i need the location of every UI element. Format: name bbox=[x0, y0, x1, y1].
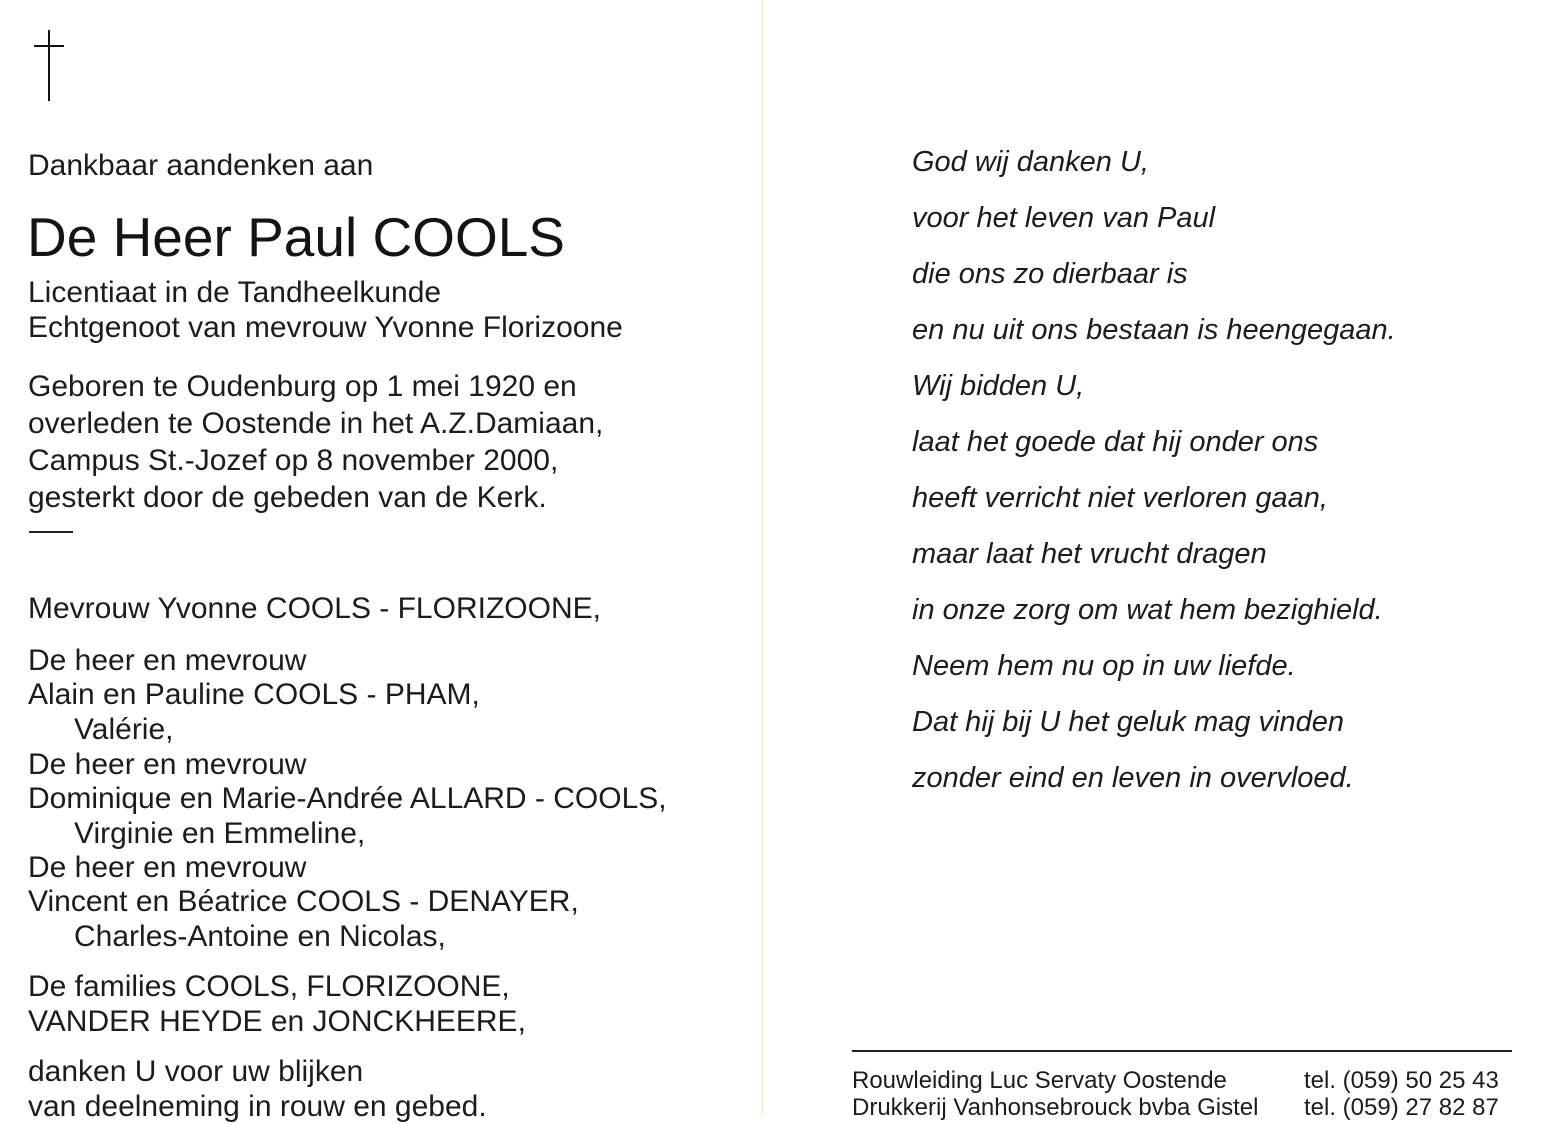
title-line: Licentiaat in de Tandheelkunde bbox=[28, 276, 442, 309]
family-line: Virginie en Emmeline, bbox=[74, 817, 366, 850]
poem-line: en nu uit ons bestaan is heengegaan. bbox=[912, 314, 1396, 346]
families-line: VANDER HEYDE en JONCKHEERE, bbox=[28, 1005, 526, 1038]
poem-line: voor het leven van Paul bbox=[912, 202, 1216, 234]
credit-name: Drukkerij Vanhonsebrouck bvba Gistel bbox=[852, 1094, 1259, 1121]
widow-line: Mevrouw Yvonne COOLS - FLORIZOONE, bbox=[28, 592, 601, 625]
poem-line: Dat hij bij U het geluk mag vinden bbox=[912, 706, 1345, 738]
cross-icon bbox=[48, 30, 52, 101]
families-line: De families COOLS, FLORIZOONE, bbox=[28, 970, 510, 1003]
family-line: Alain en Pauline COOLS - PHAM, bbox=[28, 678, 480, 711]
title-line: Echtgenoot van mevrouw Yvonne Florizoone bbox=[28, 311, 623, 344]
poem-line: in onze zorg om wat hem bezighield. bbox=[912, 594, 1383, 626]
thanks-line: danken U voor uw blijken bbox=[28, 1055, 364, 1088]
thanks-line: van deelneming in rouw en gebed. bbox=[28, 1090, 487, 1123]
family-line: Valérie, bbox=[74, 713, 174, 746]
bio-line: overleden te Oostende in het A.Z.Damiaan, bbox=[28, 407, 604, 440]
family-line: De heer en mevrouw bbox=[28, 748, 307, 781]
credit-line bbox=[852, 1094, 1512, 1122]
poem-line: Neem hem nu op in uw liefde. bbox=[912, 650, 1296, 682]
credit-line bbox=[852, 1067, 1512, 1095]
credit-phone: tel. (059) 50 25 43 bbox=[1304, 1067, 1499, 1094]
poem-line: heeft verricht niet verloren gaan, bbox=[912, 482, 1328, 514]
poem-line: laat het goede dat hij onder ons bbox=[912, 426, 1319, 458]
separator-dash bbox=[29, 531, 73, 533]
family-line: Vincent en Béatrice COOLS - DENAYER, bbox=[28, 885, 579, 918]
poem-line: Wij bidden U, bbox=[912, 370, 1085, 402]
bio-line: Campus St.-Jozef op 8 november 2000, bbox=[28, 444, 559, 477]
credit-phone: tel. (059) 27 82 87 bbox=[1304, 1094, 1499, 1121]
bio-line: Geboren te Oudenburg op 1 mei 1920 en bbox=[28, 370, 577, 403]
intro-line: Dankbaar aandenken aan bbox=[28, 149, 374, 182]
family-line: De heer en mevrouw bbox=[28, 644, 307, 677]
credit-name: Rouwleiding Luc Servaty Oostende bbox=[852, 1067, 1227, 1094]
credits-rule bbox=[852, 1050, 1512, 1052]
prayer-poem bbox=[912, 140, 1396, 812]
card-fold bbox=[762, 0, 763, 1115]
family-line: Charles-Antoine en Nicolas, bbox=[74, 920, 446, 953]
family-line: Dominique en Marie-Andrée ALLARD - COOLS, bbox=[28, 782, 667, 815]
bio-line: gesterkt door de gebeden van de Kerk. bbox=[28, 481, 547, 514]
poem-line: God wij danken U, bbox=[912, 146, 1149, 178]
poem-line: maar laat het vrucht dragen bbox=[912, 538, 1267, 570]
poem-line: zonder eind en leven in overvloed. bbox=[912, 762, 1354, 794]
deceased-name: De Heer Paul COOLS bbox=[27, 206, 565, 268]
family-line: De heer en mevrouw bbox=[28, 851, 307, 884]
poem-line: die ons zo dierbaar is bbox=[912, 258, 1188, 290]
